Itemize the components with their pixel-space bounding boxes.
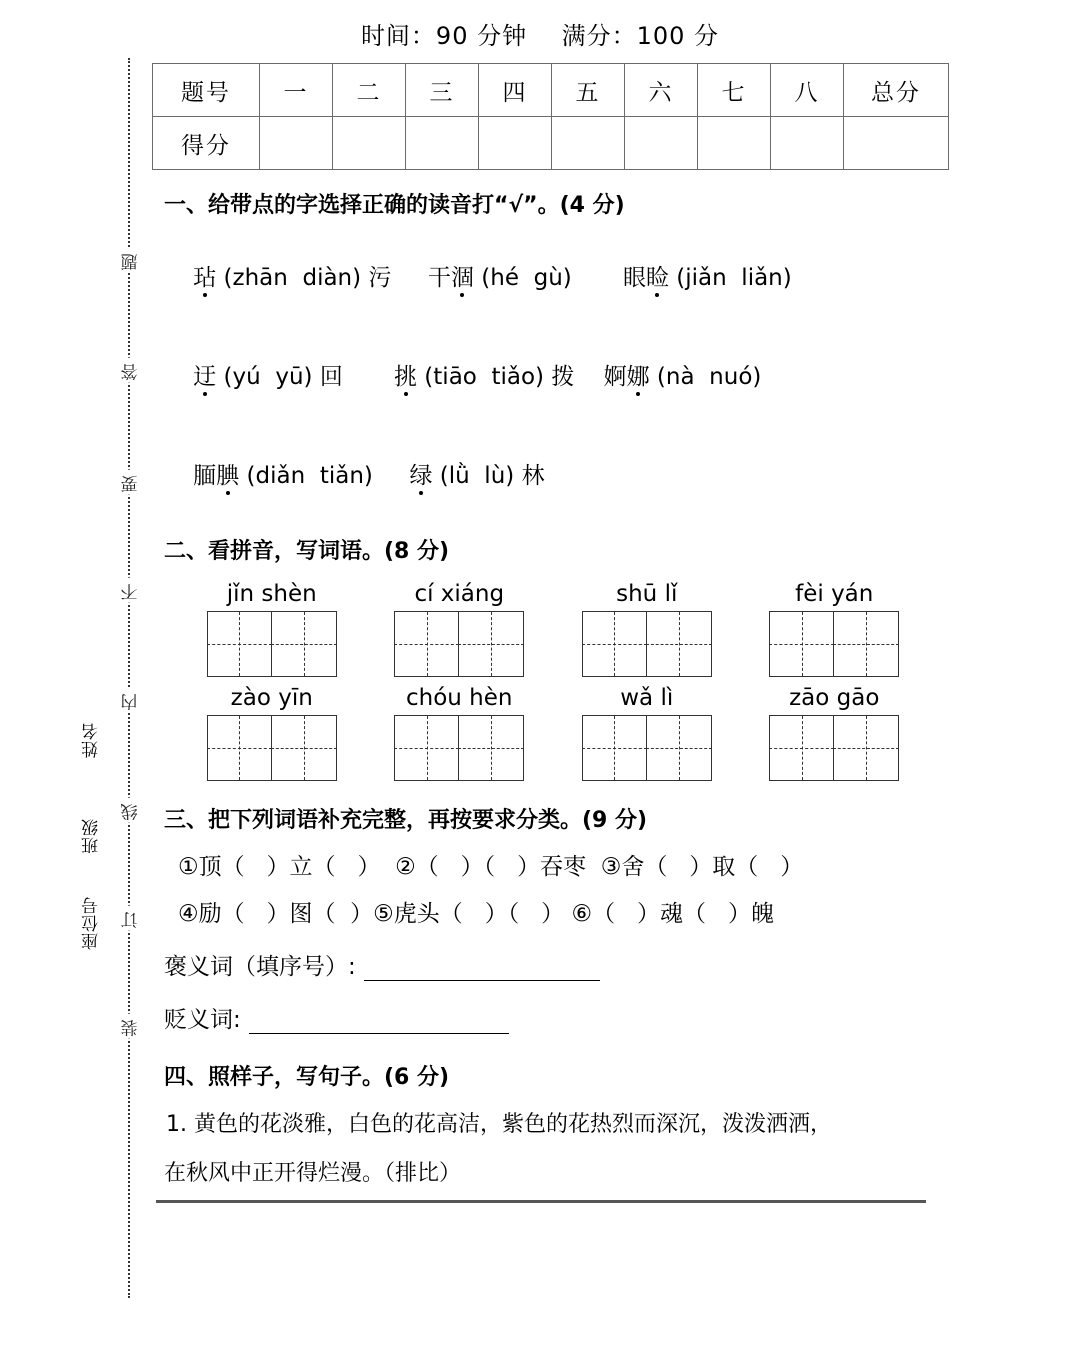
tianzige-0-0[interactable] xyxy=(207,611,337,677)
fold-char-2: 要 xyxy=(116,470,142,495)
score-cell-7[interactable] xyxy=(771,117,844,170)
section-3-line-0: ①顶（ ）立（ ） ②（ ）（ ）吞枣 ③舍（ ）取（ ） xyxy=(178,854,804,880)
fill-row-commendatory xyxy=(164,948,928,981)
exam-meta-line: 时间：90 分钟 满分：100 分 xyxy=(360,22,720,50)
dotted-char-jian: 睑 xyxy=(646,259,669,292)
section-1-heading: 一、给带点的字选择正确的读音打“√”。(4 分) xyxy=(164,193,625,218)
dotted-char-yu: 迂 xyxy=(193,358,216,391)
grid-slot-1-1 xyxy=(366,715,554,781)
tianzige-cell[interactable] xyxy=(770,612,834,676)
s1-l2-c: (lǜ lù) 林 xyxy=(432,463,545,489)
section-1-line-1 xyxy=(164,332,928,417)
tianzige-0-2[interactable] xyxy=(582,611,712,677)
score-table-col-6: 七 xyxy=(698,64,771,117)
student-field-class xyxy=(70,768,104,854)
pinyin-0-1: cí xiáng xyxy=(414,581,505,607)
tianzige-cell[interactable] xyxy=(647,716,711,780)
tianzige-cell[interactable] xyxy=(834,612,898,676)
grid-slot-1-2 xyxy=(553,715,741,781)
dotted-char-nuo: 娜 xyxy=(627,358,650,391)
score-cell-8[interactable] xyxy=(844,117,949,170)
fill-blank-derogatory[interactable] xyxy=(249,1011,509,1034)
section-1-line-2 xyxy=(164,431,928,516)
fold-char-6: 订 xyxy=(116,906,142,931)
score-table-col-7: 八 xyxy=(771,64,844,117)
tianzige-0-1[interactable] xyxy=(394,611,524,677)
dotted-char-lv: 绿 xyxy=(409,457,432,490)
section-4-heading: 四、照样子，写句子。(6 分) xyxy=(164,1065,450,1090)
section-1-line-0 xyxy=(164,233,928,318)
s1-l2-a: 腼 xyxy=(193,463,217,489)
section-4-example-line-1: 在秋风中正开得烂漫。（排比） xyxy=(164,1161,462,1186)
tianzige-cell[interactable] xyxy=(272,716,336,780)
s1-l2-b: (diǎn tiǎn) xyxy=(239,463,410,489)
fill-blank-commendatory[interactable] xyxy=(364,958,600,981)
grid-slot-1-0 xyxy=(178,715,366,781)
pinyin-1-0: zào yīn xyxy=(230,685,313,711)
writing-grid-row-1 xyxy=(178,715,928,781)
pinyin-0-0: jǐn shèn xyxy=(226,581,317,607)
tianzige-cell[interactable] xyxy=(272,612,336,676)
pinyin-0-3: fèi yán xyxy=(795,581,874,607)
table-row-scores xyxy=(153,117,949,170)
dotted-char-tian: 腆 xyxy=(216,457,239,490)
section-3-heading: 三、把下列词语补充完整，再按要求分类。(9 分) xyxy=(164,808,648,833)
fold-char-4: 内 xyxy=(116,688,142,713)
writing-grid-row-0 xyxy=(178,611,928,677)
grid-slot-1-3 xyxy=(741,715,929,781)
dotted-char-dian: 玷 xyxy=(193,259,216,292)
score-cell-1[interactable] xyxy=(333,117,406,170)
score-table-col-8: 总分 xyxy=(844,64,949,117)
section-2-heading: 二、看拼音，写词语。(8 分) xyxy=(164,539,450,564)
s1-l1-b: (tiāo tiǎo) 拨 婀 xyxy=(417,364,627,390)
score-cell-4[interactable] xyxy=(552,117,625,170)
pinyin-1-2: wǎ lì xyxy=(620,685,674,711)
tianzige-cell[interactable] xyxy=(395,612,459,676)
score-cell-5[interactable] xyxy=(625,117,698,170)
score-cell-0[interactable] xyxy=(260,117,333,170)
tianzige-cell[interactable] xyxy=(647,612,711,676)
fold-char-5: 线 xyxy=(116,798,142,823)
student-field-seat-label: 座位号 xyxy=(82,896,102,950)
pinyin-row-1 xyxy=(178,685,928,711)
bottom-separator-rule xyxy=(156,1200,926,1203)
student-field-name-label: 姓名 xyxy=(82,722,102,758)
exam-content xyxy=(152,0,928,1345)
s1-l0-c: (jiǎn liǎn) xyxy=(668,265,792,291)
grid-slot-0-2 xyxy=(553,611,741,677)
tianzige-1-1[interactable] xyxy=(394,715,524,781)
fill-row-derogatory xyxy=(164,1001,928,1034)
table-row-headers xyxy=(153,64,949,117)
tianzige-1-2[interactable] xyxy=(582,715,712,781)
pinyin-1-3: zāo gāo xyxy=(789,685,880,711)
tianzige-cell[interactable] xyxy=(208,716,272,780)
fold-char-7: 装 xyxy=(116,1014,142,1039)
tianzige-0-3[interactable] xyxy=(769,611,899,677)
score-table-col-1: 二 xyxy=(333,64,406,117)
dotted-char-he: 涸 xyxy=(451,259,474,292)
score-cell-3[interactable] xyxy=(479,117,552,170)
score-table-col-0: 一 xyxy=(260,64,333,117)
score-table-col-2: 三 xyxy=(406,64,479,117)
student-field-name xyxy=(70,672,104,758)
score-table xyxy=(152,63,949,170)
student-field-class-label: 班级 xyxy=(82,818,102,854)
tianzige-cell[interactable] xyxy=(583,612,647,676)
tianzige-cell[interactable] xyxy=(208,612,272,676)
section-3-line-1: ④励（ ）图（ ）⑤虎头（ ）（ ） ⑥（ ）魂（ ）魄 xyxy=(178,901,774,927)
tianzige-1-3[interactable] xyxy=(769,715,899,781)
score-cell-2[interactable] xyxy=(406,117,479,170)
score-table-col-5: 六 xyxy=(625,64,698,117)
grid-slot-0-3 xyxy=(741,611,929,677)
dotted-char-tiao: 挑 xyxy=(394,358,417,391)
s1-l0-a: (zhān diàn) 污 干 xyxy=(216,265,451,291)
grid-slot-0-1 xyxy=(366,611,554,677)
pinyin-row-0 xyxy=(178,581,928,607)
s1-l1-c: (nà nuó) xyxy=(649,364,762,390)
fold-line-characters xyxy=(116,58,142,1298)
score-cell-6[interactable] xyxy=(698,117,771,170)
pinyin-0-2: shū lǐ xyxy=(616,581,678,607)
sealing-strip xyxy=(0,0,150,1345)
score-table-row-label-1: 得分 xyxy=(153,117,260,170)
fill-label-commendatory: 褒义词（填序号）: xyxy=(164,954,356,980)
tianzige-cell[interactable] xyxy=(770,716,834,780)
s1-l1-a: (yú yū) 回 xyxy=(216,364,394,390)
student-info-fields xyxy=(70,430,104,950)
score-table-col-4: 五 xyxy=(552,64,625,117)
fill-label-derogatory: 贬义词: xyxy=(164,1007,241,1033)
fold-char-1: 答 xyxy=(116,358,142,383)
tianzige-cell[interactable] xyxy=(395,716,459,780)
section-4-example-line-0: 1. 黄色的花淡雅，白色的花高洁，紫色的花热烈而深沉，泼泼洒洒， xyxy=(166,1112,832,1137)
fold-char-0: 题 xyxy=(116,248,142,273)
score-table-col-3: 四 xyxy=(479,64,552,117)
fold-char-3: 不 xyxy=(116,578,142,603)
student-field-seat xyxy=(70,864,104,950)
score-table-row-label-0: 题号 xyxy=(153,64,260,117)
grid-slot-0-0 xyxy=(178,611,366,677)
tianzige-cell[interactable] xyxy=(459,612,523,676)
tianzige-cell[interactable] xyxy=(834,716,898,780)
pinyin-1-1: chóu hèn xyxy=(406,685,513,711)
s1-l0-b: (hé gù) 眼 xyxy=(473,265,646,291)
tianzige-cell[interactable] xyxy=(583,716,647,780)
tianzige-1-0[interactable] xyxy=(207,715,337,781)
tianzige-cell[interactable] xyxy=(459,716,523,780)
